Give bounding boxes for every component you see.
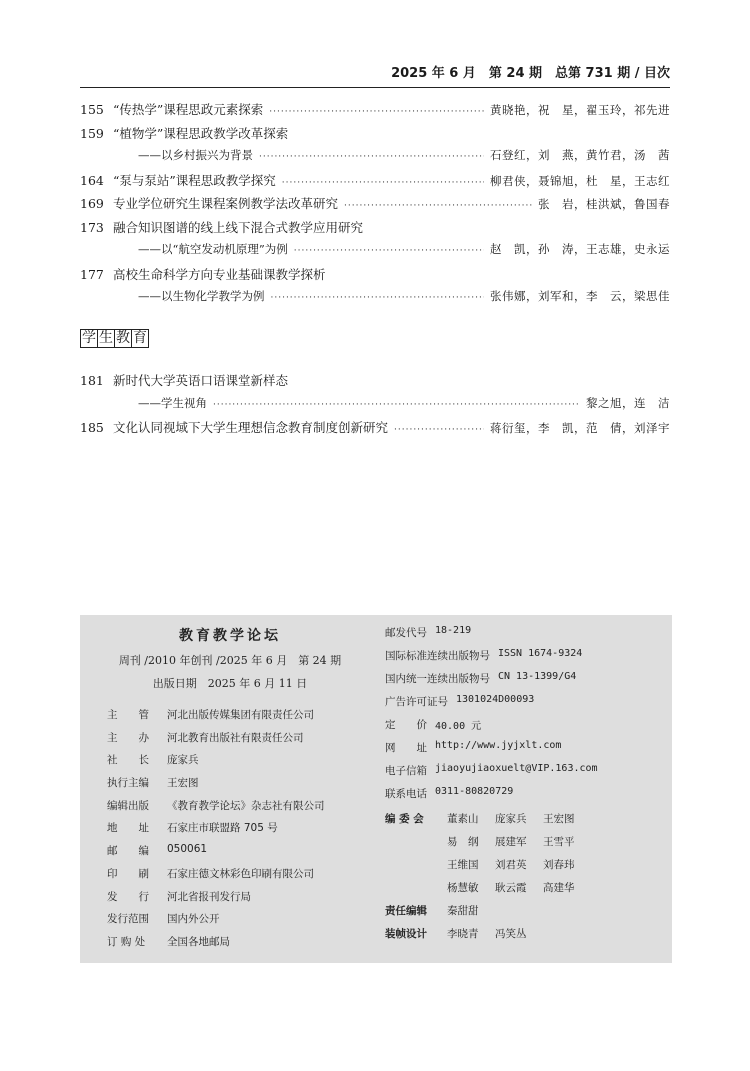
masthead-label: 定 价 — [385, 719, 427, 731]
toc-authors: 黎之旭，连 洁 — [586, 395, 670, 410]
masthead-row — [107, 798, 325, 821]
masthead-value: ISSN 1674-9324 — [498, 648, 583, 659]
website-link[interactable]: http://www.jyjxlt.com — [435, 740, 562, 751]
toc-page: 177 — [80, 266, 104, 282]
toc-subentry[interactable] — [80, 147, 670, 171]
section-char: 学 — [82, 330, 96, 346]
designer-name: 李晓青 — [447, 928, 479, 940]
toc-page: 155 — [80, 102, 104, 117]
masthead-value: 王宏图 — [167, 777, 199, 790]
editor-row — [385, 903, 591, 926]
toc-authors: 张伟娜，刘军和，李 云，梁思佳 — [490, 289, 670, 303]
masthead-label: 电子信箱 — [385, 765, 427, 777]
toc-page: 173 — [80, 219, 104, 235]
masthead-label: 发 行 — [107, 890, 149, 903]
masthead-value: 40.00 元 — [435, 721, 482, 732]
masthead-label: 广告许可证号 — [385, 696, 448, 708]
toc-leader — [269, 107, 484, 117]
toc-title: 融合知识图谱的线上线下混合式教学应用研究 — [113, 219, 364, 235]
masthead-label: 社 长 — [107, 754, 149, 767]
issue-line: 周刊 /2010 年创刊 /2025 年 6 月 第 24 期 — [118, 654, 342, 667]
designer-label: 装帧设计 — [385, 928, 427, 940]
masthead-value: 河北教育出版社有限责任公司 — [167, 731, 304, 744]
toc-entry[interactable] — [80, 265, 670, 289]
masthead-right — [385, 625, 598, 809]
masthead-label: 国内统一连续出版物号 — [385, 673, 490, 685]
masthead-value: 《教育教学论坛》杂志社有限公司 — [167, 799, 325, 812]
toc-page: 185 — [80, 420, 104, 435]
toc-leader — [394, 425, 484, 435]
toc-leader — [344, 201, 532, 211]
masthead-value: CN 13-1399/G4 — [498, 671, 577, 682]
section-char: 生 — [99, 330, 113, 346]
masthead-row — [107, 820, 325, 843]
masthead-value: 全国各地邮局 — [167, 935, 230, 948]
toc-authors: 石登红，刘 燕，黄竹君，汤 茜 — [490, 148, 670, 162]
masthead-row — [107, 843, 325, 866]
masthead-value: 石家庄德文林彩色印刷有限公司 — [167, 867, 314, 880]
header-rule — [80, 87, 670, 88]
masthead-row — [107, 911, 325, 934]
board-member: 杨慧敏 — [447, 882, 479, 894]
toc-title: 新时代大学英语口语课堂新样态 — [113, 373, 289, 388]
board-member: 王维国 — [447, 859, 479, 871]
masthead-value: 1301024D00093 — [456, 694, 535, 705]
masthead-row — [385, 694, 598, 717]
designer-row — [385, 926, 591, 949]
toc-authors: 张 岩，桂洪斌，鲁国春 — [538, 197, 670, 211]
masthead-label: 国际标准连续出版物号 — [385, 650, 490, 662]
editorial-row — [385, 857, 591, 880]
toc-title: 高校生命科学方向专业基础课教学探析 — [113, 266, 326, 282]
board-member: 刘君英 — [495, 859, 527, 871]
editorial-label: 编 委 会 — [385, 813, 424, 825]
toc-list-student — [80, 371, 670, 442]
toc-leader — [259, 152, 484, 162]
toc-entry[interactable] — [80, 194, 670, 218]
masthead-label: 邮发代号 — [385, 627, 427, 639]
toc-entry[interactable] — [80, 218, 670, 242]
board-member: 耿云霞 — [495, 882, 527, 894]
board-member: 王雪平 — [543, 836, 575, 848]
toc-authors: 黄晓艳，祝 星，翟玉玲，祁先进 — [490, 103, 670, 117]
toc-entry[interactable] — [80, 100, 670, 124]
journal-title: 教育教学论坛 — [179, 628, 281, 644]
masthead-label: 联系电话 — [385, 788, 427, 800]
masthead-label: 发行范围 — [107, 913, 149, 926]
masthead-row — [107, 889, 325, 912]
masthead-label: 地 址 — [107, 822, 149, 835]
masthead-row — [107, 752, 325, 775]
masthead-value: 河北省报刊发行局 — [167, 890, 251, 903]
masthead-label: 邮 编 — [107, 845, 149, 858]
section-char: 育 — [133, 330, 147, 346]
board-member: 高建华 — [543, 882, 575, 894]
board-member: 董素山 — [447, 813, 479, 825]
masthead-value: 河北出版传媒集团有限责任公司 — [167, 709, 314, 721]
toc-entry[interactable] — [80, 418, 670, 442]
issue-header: 2025 年 6 月 第 24 期 总第 731 期 / 目次 — [391, 66, 670, 81]
toc-authors: 柳君侠，聂锦旭，杜 星，王志红 — [490, 173, 670, 188]
masthead-label: 编辑出版 — [107, 799, 149, 812]
editorial-row — [385, 834, 591, 857]
toc-title: 专业学位研究生课程案例教学法改革研究 — [113, 196, 339, 211]
publication-date: 出版日期 2025 年 6 月 11 日 — [152, 677, 308, 690]
toc-title: “植物学”课程思政教学改革探索 — [113, 125, 289, 141]
email-link[interactable]: jiaoyujiaoxuelt@VIP.163.com — [435, 763, 598, 774]
board-member: 刘春玮 — [543, 859, 575, 871]
masthead-row — [107, 934, 325, 957]
masthead-value: 石家庄市联盟路 705 号 — [167, 822, 278, 835]
toc-page: 164 — [80, 172, 104, 188]
masthead-row — [385, 740, 598, 763]
toc-leader — [213, 400, 580, 410]
masthead-label: 订 购 处 — [107, 935, 146, 948]
toc-subtitle: ——以“航空发动机原理”为例 — [138, 242, 288, 256]
masthead-row — [385, 625, 598, 648]
editorial-row — [385, 811, 591, 834]
masthead-label: 印 刷 — [107, 867, 149, 880]
board-member: 王宏图 — [543, 813, 575, 825]
toc-entry[interactable] — [80, 124, 670, 148]
masthead-label: 主 管 — [107, 709, 149, 721]
toc-subentry[interactable] — [80, 395, 670, 419]
masthead-value: 18-219 — [435, 625, 472, 636]
toc-subtitle: ——以生物化学教学为例 — [138, 289, 265, 303]
masthead-left — [107, 707, 325, 957]
board-member: 庞家兵 — [495, 813, 527, 825]
masthead-value: 050061 — [167, 843, 208, 856]
toc-authors: 赵 凯，孙 涛，王志雄，史永运 — [490, 242, 670, 256]
board-member: 展建军 — [495, 836, 527, 848]
section-char: 教 — [116, 330, 130, 346]
masthead-row — [107, 707, 325, 730]
masthead-value: 0311-80820729 — [435, 786, 514, 797]
masthead-label: 主 办 — [107, 731, 149, 744]
toc-subentry[interactable] — [80, 288, 670, 312]
masthead-row — [385, 671, 598, 694]
toc-entry[interactable] — [80, 371, 670, 395]
designer-name: 冯笑丛 — [495, 928, 527, 940]
masthead-label: 执行主编 — [107, 777, 149, 790]
masthead-row — [385, 648, 598, 671]
section-heading — [80, 329, 148, 348]
toc-authors: 蒋衍玺，李 凯，范 倩，刘泽宇 — [490, 421, 670, 435]
editor-label: 责任编辑 — [385, 905, 427, 917]
masthead-row — [107, 775, 325, 798]
toc-page: 159 — [80, 125, 104, 141]
toc-list — [80, 100, 670, 312]
toc-subtitle: ——以乡村振兴为背景 — [138, 148, 253, 162]
masthead-value: 国内外公开 — [167, 913, 220, 926]
toc-title: 文化认同视域下大学生理想信念教育制度创新研究 — [113, 420, 389, 435]
toc-leader — [282, 178, 484, 188]
board-member: 易 纲 — [447, 836, 479, 848]
toc-page: 169 — [80, 196, 104, 211]
masthead-row — [385, 717, 598, 740]
editorial-board — [385, 811, 591, 949]
toc-subentry[interactable] — [80, 241, 670, 265]
toc-title: “传热学”课程思政元素探索 — [113, 102, 264, 117]
masthead-box — [80, 615, 672, 963]
masthead-row — [385, 763, 598, 786]
editor-name: 秦甜甜 — [447, 905, 479, 917]
masthead-row — [385, 786, 598, 809]
toc-leader — [294, 246, 484, 256]
masthead-label: 网 址 — [385, 742, 427, 754]
masthead-value: 庞家兵 — [167, 754, 199, 767]
toc-page: 181 — [80, 373, 104, 388]
toc-entry[interactable] — [80, 171, 670, 195]
masthead-row — [107, 866, 325, 889]
masthead-row — [107, 730, 325, 753]
editorial-row — [385, 880, 591, 903]
toc-leader — [271, 293, 485, 303]
toc-title: “泵与泵站”课程思政教学探究 — [113, 172, 276, 188]
toc-subtitle: ——学生视角 — [138, 395, 207, 410]
